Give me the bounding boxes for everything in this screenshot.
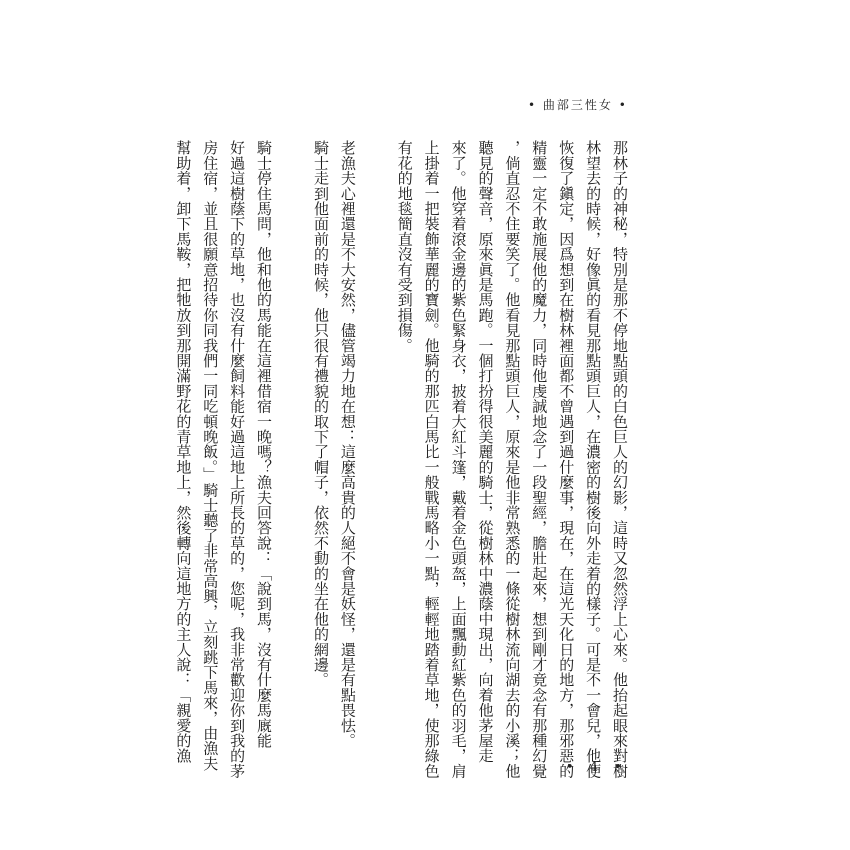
text-column: 恢復了鎭定，因爲想到在樹林裡面都不曾遇到過什麼事，現在，在這光天化日的地方，那邪惡的 — [557, 140, 576, 779]
text-column: 林望去的時候，好像眞的看見那點頭巨人，在濃密的樹後向外走着的樣子。可是不一會兒，他便 — [584, 140, 603, 779]
paragraph-start-column: 老漁夫心裡還是不大安然，儘管竭力地在想：這麼高貴的人絕不會是妖怪，還是有點畏怯。 — [338, 140, 357, 748]
running-header: • 曲部三性女 • — [528, 98, 628, 112]
text-column: 房住宿，並且很願意招待你同我們一同吃頓晚飯。」騎士聽了非常高興，立刻跳下馬來，由漁夫 — [201, 140, 220, 771]
text-column: 幫助着，卸下馬鞍，把牠放到那開滿野花的青草地上，然後轉向這地方的主人說：「親愛的漁 — [174, 140, 193, 764]
text-column: 有花的地毯簡直沒有受到損傷。 — [395, 140, 414, 353]
text-column: 聽見的聲音，原來眞是馬跑。一個打扮得很美麗的騎士，從樹林中濃蔭中現出，向着他茅屋走 — [476, 140, 495, 764]
text-column: ，倘直忍不住要笑了。他看見那點頭巨人，原來是他非常熟悉的一條從樹林流向湖去的小溪；他 — [503, 140, 522, 779]
text-column: 那林子的神秘，特別是那不停地點頭的白色巨人的幻影，這時又忽然浮上心來。他抬起眼來對樹 — [611, 140, 629, 779]
page-body-text — [174, 140, 633, 779]
text-column: 上掛着一把裝飾華麗的寶劍。他騎的那匹白馬比一般戰馬略小一點，輕輕地踏着草地，使那綠色 — [422, 140, 441, 779]
text-column: 來了。他穿着滾金邊的紫色緊身衣，披着大紅斗篷，戴着金色頭盔，上面飄動紅紫色的羽毛，肩 — [449, 140, 468, 779]
page-number: • 4 • — [566, 760, 628, 775]
paragraph-start-column: 騎士停住馬問，他和他的馬能在這裡借宿一晚嗎？漁夫回答說：「說到馬，沒有什麼馬廐能 — [255, 140, 274, 748]
text-column: 騎士走到他面前的時候，他只很有禮貌的取下了帽子，依然不動的坐在他的網邊。 — [311, 140, 330, 688]
text-column: 好過這樹蔭下的草地，也沒有什麼飼料能好過這地上所長的草的，您呢，我非常歡迎你到我的茅 — [228, 140, 247, 779]
text-column: 精靈一定不敢施展他的魔力，同時他虔誠地念了一段聖經，膽壯起來，想到剛才竟念有那種幻覺 — [530, 140, 549, 779]
